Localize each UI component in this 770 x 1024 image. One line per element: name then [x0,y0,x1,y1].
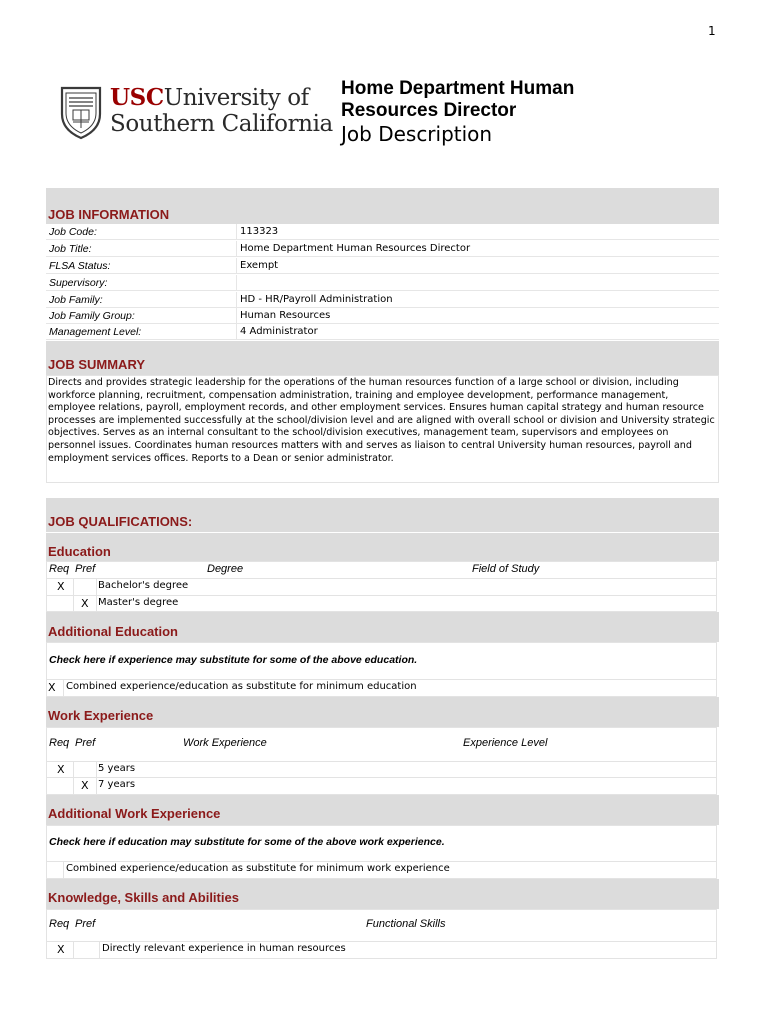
ksa-col-req: Req [49,918,70,930]
edu-col-req: Req [49,563,70,575]
work-col-experience: Work Experience [183,737,267,749]
page-title: Home Department Human Resources Director [341,78,575,121]
page-number: 1 [708,24,716,38]
edu-pref-mark: X [81,597,89,610]
additional-education-heading: Additional Education [48,624,178,639]
logo-line1: University of [163,85,309,111]
substitute-education-check: X [48,681,56,694]
info-row [46,275,719,291]
work-col-level: Experience Level [463,737,548,749]
qualifications-heading: JOB QUALIFICATIONS: [48,514,193,529]
work-pref-mark: X [81,779,89,792]
info-value: Human Resources [240,310,331,321]
additional-work-heading: Additional Work Experience [48,806,221,821]
info-row [46,292,719,308]
job-summary-heading: JOB SUMMARY [48,357,146,372]
education-heading: Education [48,544,111,559]
edu-degree: Bachelor's degree [98,580,189,591]
info-row [46,241,719,257]
edu-col-field: Field of Study [472,563,540,575]
logo-usc: USC [110,84,164,111]
work-years: 7 years [98,779,136,790]
info-label: Management Level: [49,326,142,338]
ksa-heading: Knowledge, Skills and Abilities [48,890,239,905]
job-summary-text: Directs and provides strategic leadership for the operations of the human resources function of a large school or division, including workforce planning, recruitment, compensation administration, training and employee development, performance management, employee relations, payroll, employment records, and other employment services. Ensures human capital strategy and human resource processes are implemented successfully at the school/division level and are aligned with overall school or division and University strategic objectives. Serves as an internal consultant to the school/division executives, management team, supervisors and employees on personnel issues. Coordinates human resources matters with and serves as liaison to central University human resources, payroll and employment services offices. Reports to a Dean or senior administrator. [48,377,715,464]
info-row [46,258,719,274]
ksa-col-skills: Functional Skills [366,918,446,930]
work-req-mark: X [57,763,65,776]
edu-col-degree: Degree [207,563,244,575]
ksa-col-pref: Pref [75,918,96,930]
education-band [46,533,719,561]
info-row [46,308,719,324]
info-label: Supervisory: [49,277,108,289]
substitute-education-text: Combined experience/education as substitute for minimum education [66,681,417,692]
info-label: Job Code: [49,226,97,238]
additional-education-note: Check here if experience may substitute for some of the above education. [49,654,418,666]
edu-req-mark: X [57,580,65,593]
info-label: Job Title: [49,243,92,255]
usc-logo [58,84,333,140]
info-value: Home Department Human Resources Director [240,243,471,254]
info-label: Job Family Group: [49,310,135,322]
usc-shield-icon [58,84,104,140]
job-information-heading: JOB INFORMATION [48,207,170,222]
work-years: 5 years [98,763,136,774]
info-value: HD - HR/Payroll Administration [240,294,393,305]
substitute-work-text: Combined experience/education as substitute for minimum work experience [66,863,450,874]
info-value: Exempt [240,260,279,271]
edu-degree: Master's degree [98,597,179,608]
page-subtitle: Job Description [341,122,493,146]
job-summary-band [46,341,719,376]
info-row [46,224,719,240]
work-experience-heading: Work Experience [48,708,154,723]
work-col-req: Req [49,737,70,749]
work-col-pref: Pref [75,737,96,749]
info-value: 4 Administrator [240,326,318,337]
info-label: FLSA Status: [49,260,111,272]
additional-work-note: Check here if education may substitute for some of the above work experience. [49,836,445,848]
info-value: 113323 [240,226,279,237]
logo-line2: Southern California [110,111,333,137]
info-label: Job Family: [49,294,103,306]
ksa-req-mark: X [57,943,65,956]
info-row [46,324,719,340]
edu-col-pref: Pref [75,563,96,575]
ksa-skill: Directly relevant experience in human resources [102,943,346,954]
